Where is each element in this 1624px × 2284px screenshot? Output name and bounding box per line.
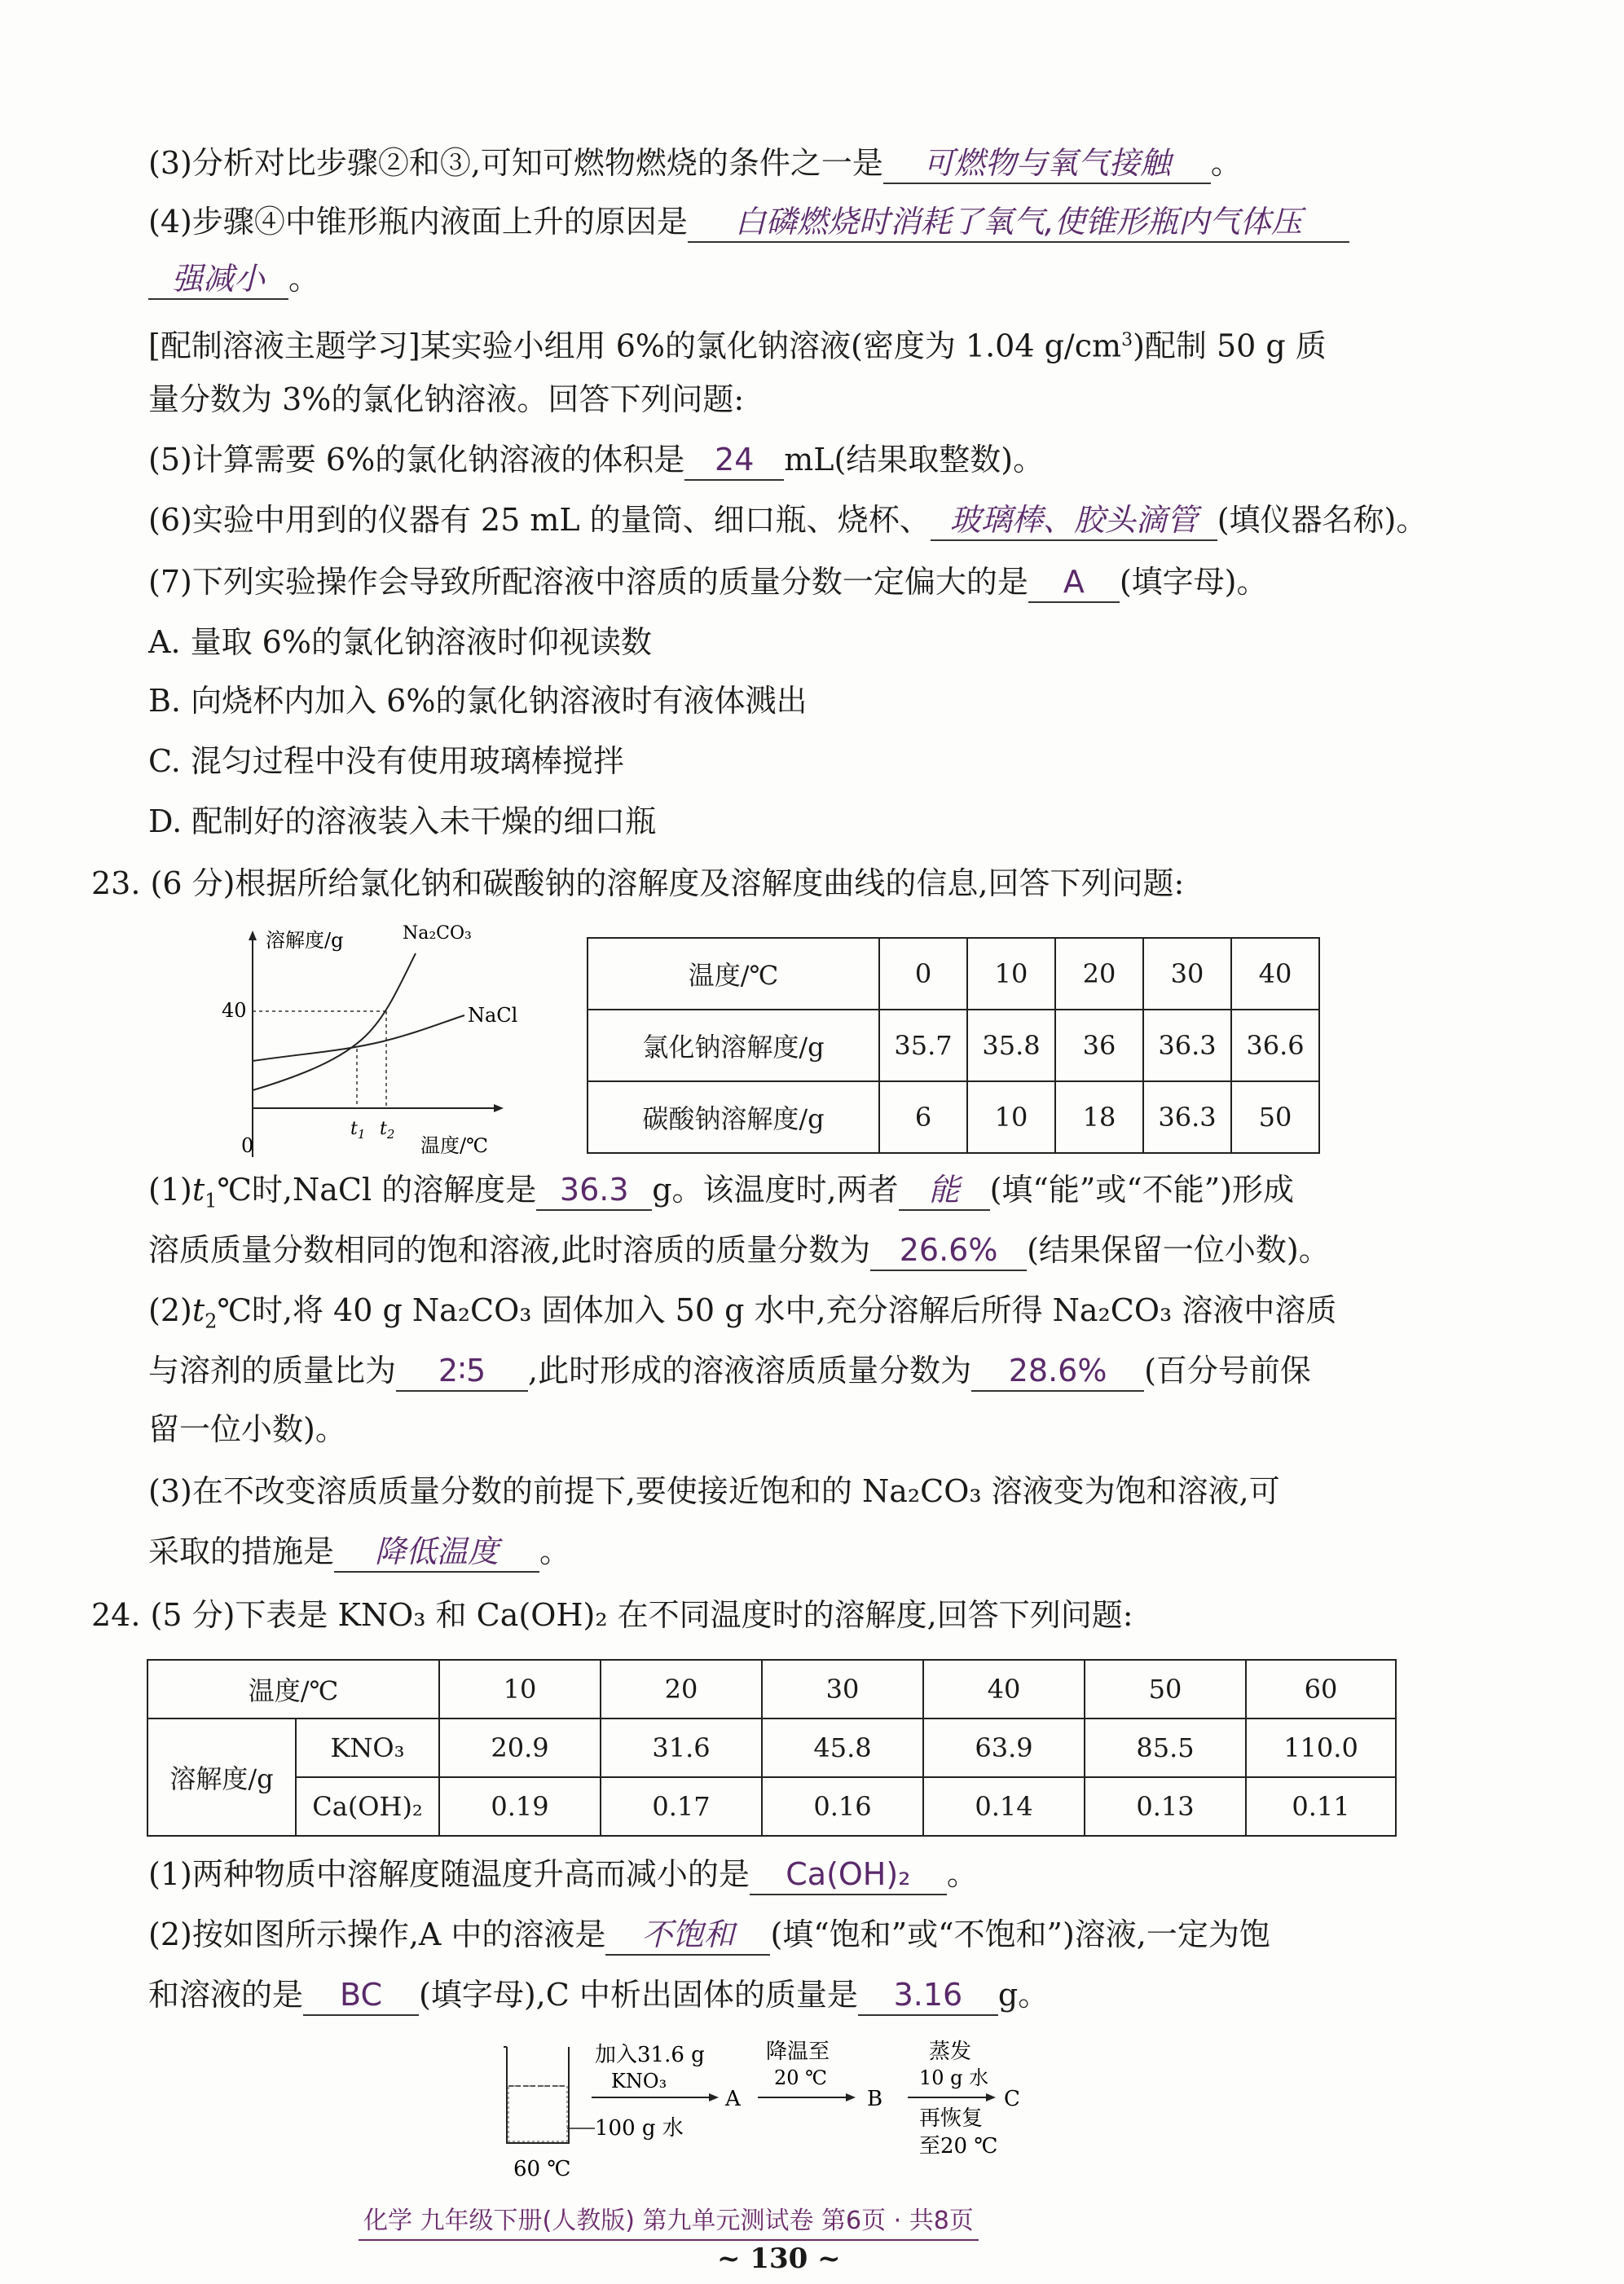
q24-heading: 24. (5 分)下表是 KNO₃ 和 Ca(OH)₂ 在不同温度时的溶解度,回答下列问题: <box>91 1597 1133 1633</box>
q7-line <box>148 562 1268 603</box>
q4-answer-2[interactable]: 强减小 <box>148 259 288 300</box>
table2-cell: 0.13 <box>1085 1777 1246 1836</box>
table1-cell: 氯化钠溶解度/g <box>588 1010 879 1081</box>
q23-2-answer-2[interactable]: 28.6% <box>971 1351 1144 1392</box>
y-arrow <box>249 931 257 940</box>
q23-1-text2: g。该温度时,两者 <box>652 1172 899 1208</box>
q23-3-line1: (3)在不改变溶质质量分数的前提下,要使接近饱和的 Na₂CO₃ 溶液变为饱和溶液,可 <box>148 1473 1280 1509</box>
arrow-1-head <box>709 2093 719 2101</box>
q23-3-line2 <box>148 1532 570 1573</box>
q23-1-t: t <box>191 1172 205 1208</box>
q24-2-text3: 和溶液的是 <box>148 1977 304 2013</box>
add-label-1: 加入31.6 g <box>595 2043 705 2067</box>
q7-text: (7)下列实验操作会导致所配溶液中溶质的质量分数一定偏大的是 <box>148 564 1028 600</box>
q5-answer[interactable]: 24 <box>684 440 784 481</box>
x-arrow <box>494 1104 504 1112</box>
q24-2-post: g。 <box>997 1977 1050 2013</box>
q3-answer[interactable]: 可燃物与氧气接触 <box>883 143 1211 184</box>
q23-1-num: (1) <box>148 1172 192 1208</box>
q24-2-text4: (填字母),C 中析出固体的质量是 <box>419 1977 858 2013</box>
table1-cell: 温度/℃ <box>588 938 879 1010</box>
q23-2-line3: 留一位小数)。 <box>148 1411 346 1447</box>
q24-1-line <box>148 1855 978 1895</box>
q4-post: 。 <box>288 261 320 297</box>
q4-line1 <box>148 202 1349 243</box>
q23-heading: 23. (6 分)根据所给氯化钠和碳酸钠的溶解度及溶解度曲线的信息,回答下列问题: <box>91 865 1185 901</box>
table1-cell: 10 <box>967 1081 1055 1153</box>
solubility-table-2 <box>147 1659 1397 1837</box>
arrow-2-head <box>846 2093 856 2101</box>
table1-cell: 36.6 <box>1231 1010 1319 1081</box>
node-c: C <box>1004 2087 1020 2111</box>
q5-line <box>148 440 1044 481</box>
beaker-water <box>508 2086 567 2141</box>
table2-row <box>147 1777 1396 1836</box>
q23-2-line1 <box>148 1291 1336 1341</box>
q23-1-answer-1[interactable]: 36.3 <box>536 1170 652 1211</box>
table1-cell: 35.8 <box>967 1010 1055 1081</box>
beaker-icon <box>507 2047 569 2143</box>
q3-line <box>148 143 1242 184</box>
q23-1-post: (填“能”或“不能”)形成 <box>989 1172 1294 1208</box>
q23-2-num: (2) <box>148 1292 192 1328</box>
na2co3-curve <box>253 953 416 1090</box>
table1-row <box>588 1081 1319 1153</box>
na2co3-label: Na₂CO₃ <box>403 923 472 944</box>
table2-cell: 0.16 <box>762 1777 923 1836</box>
q23-1-answer-2[interactable]: 能 <box>899 1170 990 1211</box>
node-a: A <box>725 2087 741 2111</box>
q3-post: 。 <box>1210 145 1242 181</box>
q6-line <box>148 500 1427 541</box>
q6-post: (填仪器名称)。 <box>1217 502 1428 538</box>
q6-answer[interactable]: 玻璃棒、胶头滴管 <box>931 500 1217 541</box>
q24-2-answer-2[interactable]: BC <box>303 1975 419 2016</box>
evap-label-4: 至20 ℃ <box>919 2134 998 2159</box>
page-footer: 化学 九年级下册(人教版) 第九单元测试卷 第6页 · 共8页 <box>359 2200 979 2241</box>
table2-cell: 63.9 <box>923 1719 1085 1777</box>
q23-1-ts: 1 <box>205 1189 218 1212</box>
intro-line1 <box>148 321 1327 366</box>
evap-label-1: 蒸发 <box>929 2040 972 2064</box>
q5-post: mL(结果取整数)。 <box>784 442 1045 477</box>
q4-line2 <box>148 259 319 300</box>
table2-cell: 45.8 <box>762 1719 923 1777</box>
solubility-table-1 <box>587 937 1320 1154</box>
table1-cell: 碳酸钠溶解度/g <box>588 1081 879 1153</box>
intro-text-1b: )配制 50 g 质 <box>1133 328 1327 364</box>
t2-label: $t_2$ <box>380 1119 395 1142</box>
table1-cell: 0 <box>879 938 967 1010</box>
q24-1-text: (1)两种物质中溶解度随温度升高而减小的是 <box>148 1856 750 1892</box>
table2-cell: KNO₃ <box>296 1719 439 1777</box>
table2-cell: 30 <box>762 1660 923 1719</box>
table2-header-row <box>147 1660 1396 1719</box>
q4-text: (4)步骤④中锥形瓶内液面上升的原因是 <box>148 204 688 240</box>
table2-cell: 85.5 <box>1085 1719 1246 1777</box>
q23-3-text: 采取的措施是 <box>148 1534 335 1569</box>
q5-text: (5)计算需要 6%的氯化钠溶液的体积是 <box>148 442 685 477</box>
q24-2-text: (2)按如图所示操作,A 中的溶液是 <box>148 1917 606 1952</box>
table2-cell: 0.17 <box>601 1777 762 1836</box>
q23-1-text3: 溶质质量分数相同的饱和溶液,此时溶质的质量分数为 <box>148 1232 871 1268</box>
q23-2-text: ℃时,将 40 g Na₂CO₃ 固体加入 50 g 水中,充分溶解后所得 Na₂CO₃ 溶液中溶质 <box>217 1292 1337 1328</box>
table1-cell: 36.3 <box>1143 1010 1231 1081</box>
table2-cell: 110.0 <box>1246 1719 1396 1777</box>
option-c: C. 混匀过程中没有使用玻璃棒搅拌 <box>148 743 624 779</box>
q24-1-answer[interactable]: Ca(OH)₂ <box>750 1855 947 1895</box>
table2-cell: 10 <box>439 1660 601 1719</box>
q23-3-answer[interactable]: 降低温度 <box>334 1532 539 1573</box>
table1-header-row <box>588 938 1319 1010</box>
table2-cell: 0.11 <box>1246 1777 1396 1836</box>
cool-label-2: 20 ℃ <box>774 2066 828 2089</box>
solubility-graph <box>220 921 530 1165</box>
node-b: B <box>867 2087 883 2111</box>
table2-cell: 50 <box>1085 1660 1246 1719</box>
q23-2-ts: 2 <box>205 1309 218 1333</box>
q24-1-post: 。 <box>946 1856 978 1892</box>
intro-line2: 量分数为 3%的氯化钠溶液。回答下列问题: <box>148 381 745 417</box>
table1-cell: 20 <box>1055 938 1143 1010</box>
table1-cell: 35.7 <box>879 1010 967 1081</box>
table2-cell: 温度/℃ <box>147 1660 439 1719</box>
table2-row <box>147 1719 1396 1777</box>
table2-cell: 0.14 <box>923 1777 1085 1836</box>
table2-cell: 40 <box>923 1660 1085 1719</box>
evap-label-2: 10 g 水 <box>919 2066 989 2089</box>
table2-cell: 31.6 <box>601 1719 762 1777</box>
x-label: 温度/℃ <box>420 1134 488 1157</box>
q23-2-answer-1[interactable]: 2∶5 <box>396 1351 528 1392</box>
option-b: B. 向烧杯内加入 6%的氯化钠溶液时有液体溅出 <box>148 683 808 719</box>
page-number: ~ 130 ~ <box>717 2242 841 2275</box>
table2-cell: Ca(OH)₂ <box>296 1777 439 1836</box>
q7-answer[interactable]: A <box>1028 562 1120 603</box>
q24-2-answer-1[interactable]: 不饱和 <box>605 1915 770 1956</box>
water-label: 100 g 水 <box>595 2116 684 2141</box>
nacl-label: NaCl <box>468 1004 518 1027</box>
intro-sup: 3 <box>1121 330 1133 350</box>
option-a: A. 量取 6%的氯化钠溶液时仰视读数 <box>148 624 652 660</box>
table1-cell: 36 <box>1055 1010 1143 1081</box>
q23-2-line2 <box>148 1351 1311 1392</box>
y-label: 溶解度/g <box>266 929 344 952</box>
intro-text-1: [配制溶液主题学习]某实验小组用 6%的氯化钠溶液(密度为 1.04 g/cm <box>148 328 1122 364</box>
q24-2-line2 <box>148 1975 1049 2016</box>
q23-1-line1 <box>148 1170 1294 1221</box>
q23-1-line2 <box>148 1230 1330 1271</box>
q24-2-line1 <box>148 1915 1270 1956</box>
table1-cell: 40 <box>1231 938 1319 1010</box>
q23-2-text3: ,此时形成的溶液溶质质量分数为 <box>528 1353 972 1388</box>
temp-label: 60 ℃ <box>513 2157 571 2181</box>
q24-2-answer-3[interactable]: 3.16 <box>858 1975 998 2016</box>
q7-post: (填字母)。 <box>1119 564 1268 600</box>
table2-cell: 20 <box>601 1660 762 1719</box>
q23-2-t: t <box>191 1292 205 1328</box>
q23-1-post2: (结果保留一位小数)。 <box>1027 1232 1330 1268</box>
table2-rowlabel: 溶解度/g <box>147 1719 296 1836</box>
table1-cell: 18 <box>1055 1081 1143 1153</box>
q23-1-text: ℃时,NaCl 的溶解度是 <box>217 1172 537 1208</box>
cool-label-1: 降温至 <box>766 2040 830 2064</box>
table2-cell: 20.9 <box>439 1719 601 1777</box>
q3-text: (3)分析对比步骤②和③,可知可燃物燃烧的条件之一是 <box>148 145 883 181</box>
q23-2-text2: 与溶剂的质量比为 <box>148 1353 397 1388</box>
q6-text: (6)实验中用到的仪器有 25 mL 的量筒、细口瓶、烧杯、 <box>148 502 931 538</box>
option-d: D. 配制好的溶液装入未干燥的细口瓶 <box>148 803 657 839</box>
q23-1-answer-3[interactable]: 26.6% <box>870 1230 1027 1271</box>
table1-cell: 6 <box>879 1081 967 1153</box>
table1-cell: 10 <box>967 938 1055 1010</box>
table1-cell: 30 <box>1143 938 1231 1010</box>
origin-label: 0 <box>241 1134 254 1157</box>
q23-3-post: 。 <box>539 1534 571 1569</box>
add-label-2: KNO₃ <box>611 2070 667 2093</box>
table1-cell: 50 <box>1231 1081 1319 1153</box>
evap-label-3: 再恢复 <box>919 2106 984 2131</box>
table1-row <box>588 1010 1319 1081</box>
q23-2-post: (百分号前保 <box>1144 1353 1311 1388</box>
q24-2-text2: (填“饱和”或“不饱和”)溶液,一定为饱 <box>770 1917 1270 1952</box>
experiment-flow-diagram <box>489 2037 1059 2184</box>
arrow-3-head <box>986 2093 996 2101</box>
q4-answer-1[interactable]: 白磷燃烧时消耗了氧气,使锥形瓶内气体压 <box>688 202 1349 243</box>
t1-label: $t_1$ <box>350 1119 366 1142</box>
nacl-curve <box>253 1015 464 1061</box>
table2-cell: 60 <box>1246 1660 1396 1719</box>
table1-cell: 36.3 <box>1143 1081 1231 1153</box>
table2-cell: 0.19 <box>439 1777 601 1836</box>
y-tick-40: 40 <box>222 999 247 1022</box>
